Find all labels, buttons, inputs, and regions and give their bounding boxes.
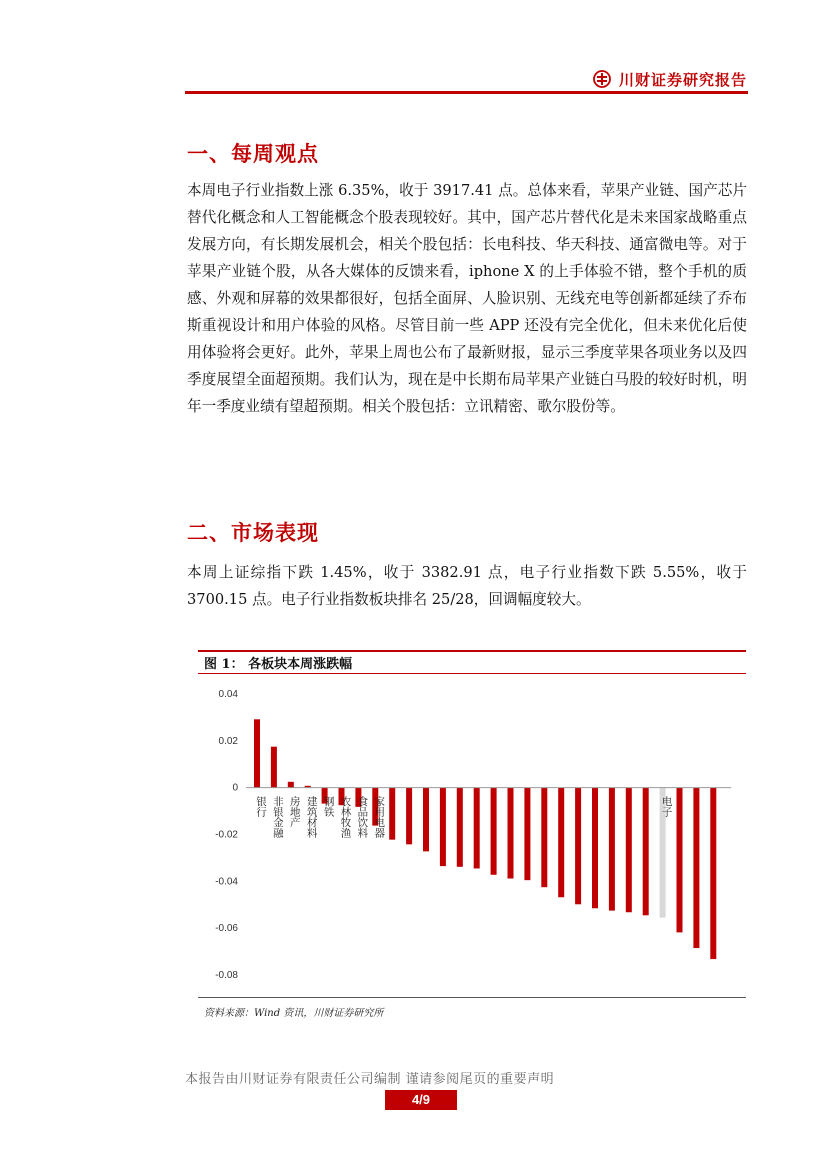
figure-top-rule [198,650,746,652]
brand-name: 川财证券研究报告 [618,70,747,89]
bar [558,788,564,898]
section-title-market-performance: 二、市场表现 [187,520,319,545]
y-tick-label: 0.04 [218,689,238,700]
y-tick-label: -0.08 [215,970,238,981]
header-divider [185,91,748,94]
bar [254,719,260,787]
securities-logo-icon [593,70,611,88]
bar [508,788,514,879]
bar [677,788,683,933]
bar [710,788,716,959]
category-label: 钢铁 [322,795,335,817]
category-label: 非银金融 [271,795,284,838]
bar [440,788,446,866]
sector-performance-chart [198,676,746,994]
y-tick-label: 0.02 [218,735,238,747]
bar [271,747,277,788]
category-label: 银行 [255,795,267,817]
category-label: 房地产 [288,795,301,828]
bar [491,788,497,875]
y-tick-label: 0 [232,782,238,794]
figure-title: 图 1： 各板块本周涨跌幅 [204,657,353,672]
bar [524,788,530,880]
bar [474,788,480,869]
category-label: 食品饮料 [356,795,369,838]
bar [288,782,294,788]
section-title-weekly-view: 一、每周观点 [187,141,319,166]
header-brand [593,68,747,90]
market-performance-paragraph: 本周上证综指下跌 1.45%，收于 3382.91 点，电子行业指数下跌 5.55%，收于 3700.15 点。电子行业指数板块排名 25/28，回调幅度较大。 [187,564,747,608]
category-label: 建筑材料 [305,795,318,838]
bar [423,788,429,852]
category-label: 家用电器 [373,795,386,838]
bar [389,788,395,840]
y-tick-label: -0.04 [215,876,238,888]
category-label: 农林牧渔 [339,795,352,838]
bar [626,788,632,913]
bar [693,788,699,948]
figure-bottom-rule [198,997,746,998]
footer-disclaimer: 本报告由川财证券有限责任公司编制 谨请参阅尾页的重要声明 [185,1072,555,1087]
bar [609,788,615,911]
bar [457,788,463,867]
bar [541,788,547,888]
weekly-view-paragraph: 本周电子行业指数上涨 6.35%，收于 3917.41 点。总体来看，苹果产业链、国产芯片替代化概念和人工智能概念个股表现较好。其中，国产芯片替代化是未来国家战略重点发展方向，有长期发展机会，相关个股包括：长电科技、华天科技、通富微电等。对于苹果产业链个股，从各大媒体的反馈来看，iphone X 的上手体验不错，整个手机的质感、外观和屏幕的效果都很好，包括全面屏、人脸识别、无线充电等创新都延续了乔布斯重视设计和用户体验的风格。尽管目前一些 APP 还没有完全优化，但未来优化后使用体验将会更好。此外，苹果上周也公布了最新财报，显示三季度苹果各项业务以及四季度展望全面超预期。我们认为，现在是中长期布局苹果产业链白马股的较好时机，明年一季度业绩有望超预期。相关个股包括：立讯精密、歌尔股份等。 [187,182,747,415]
bar [575,788,581,905]
bar [643,788,649,916]
figure-title-rule [198,673,746,674]
category-label: 电子 [660,795,673,817]
bar [592,788,598,909]
y-tick-label: -0.06 [215,923,238,935]
figure-source: 资料来源：Wind 资讯，川财证券研究所 [204,1008,384,1019]
bar [406,788,412,845]
y-tick-label: -0.02 [215,829,238,841]
page-number: 4/9 [385,1090,457,1110]
